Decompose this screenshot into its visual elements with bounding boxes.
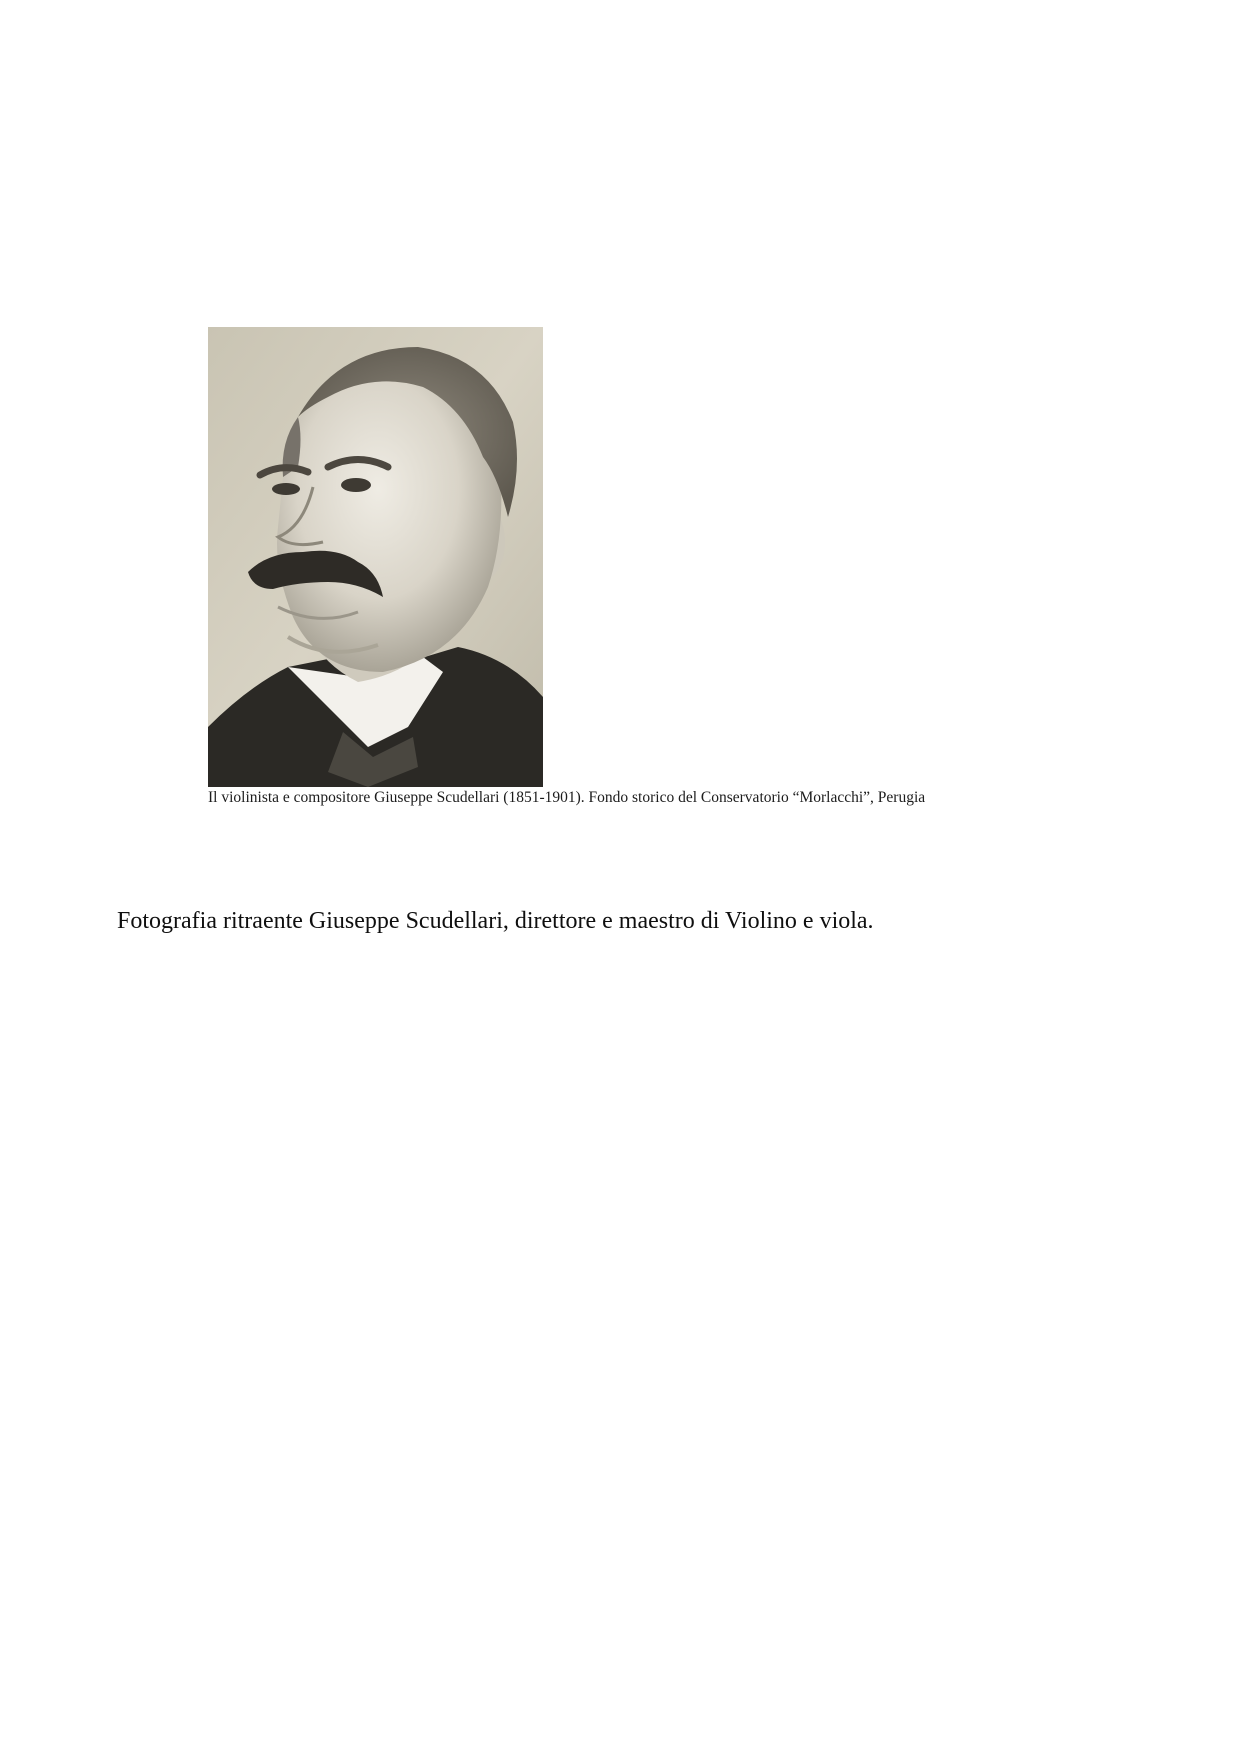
body-paragraph: Fotografia ritraente Giuseppe Scudellari, direttore e maestro di Violino e viola.: [117, 908, 874, 934]
figure-caption: Il violinista e compositore Giuseppe Scudellari (1851-1901). Fondo storico del Conservatorio “Morlacchi”, Perugia: [208, 789, 926, 806]
portrait-illustration: [208, 327, 543, 787]
portrait-photo: [208, 327, 543, 787]
